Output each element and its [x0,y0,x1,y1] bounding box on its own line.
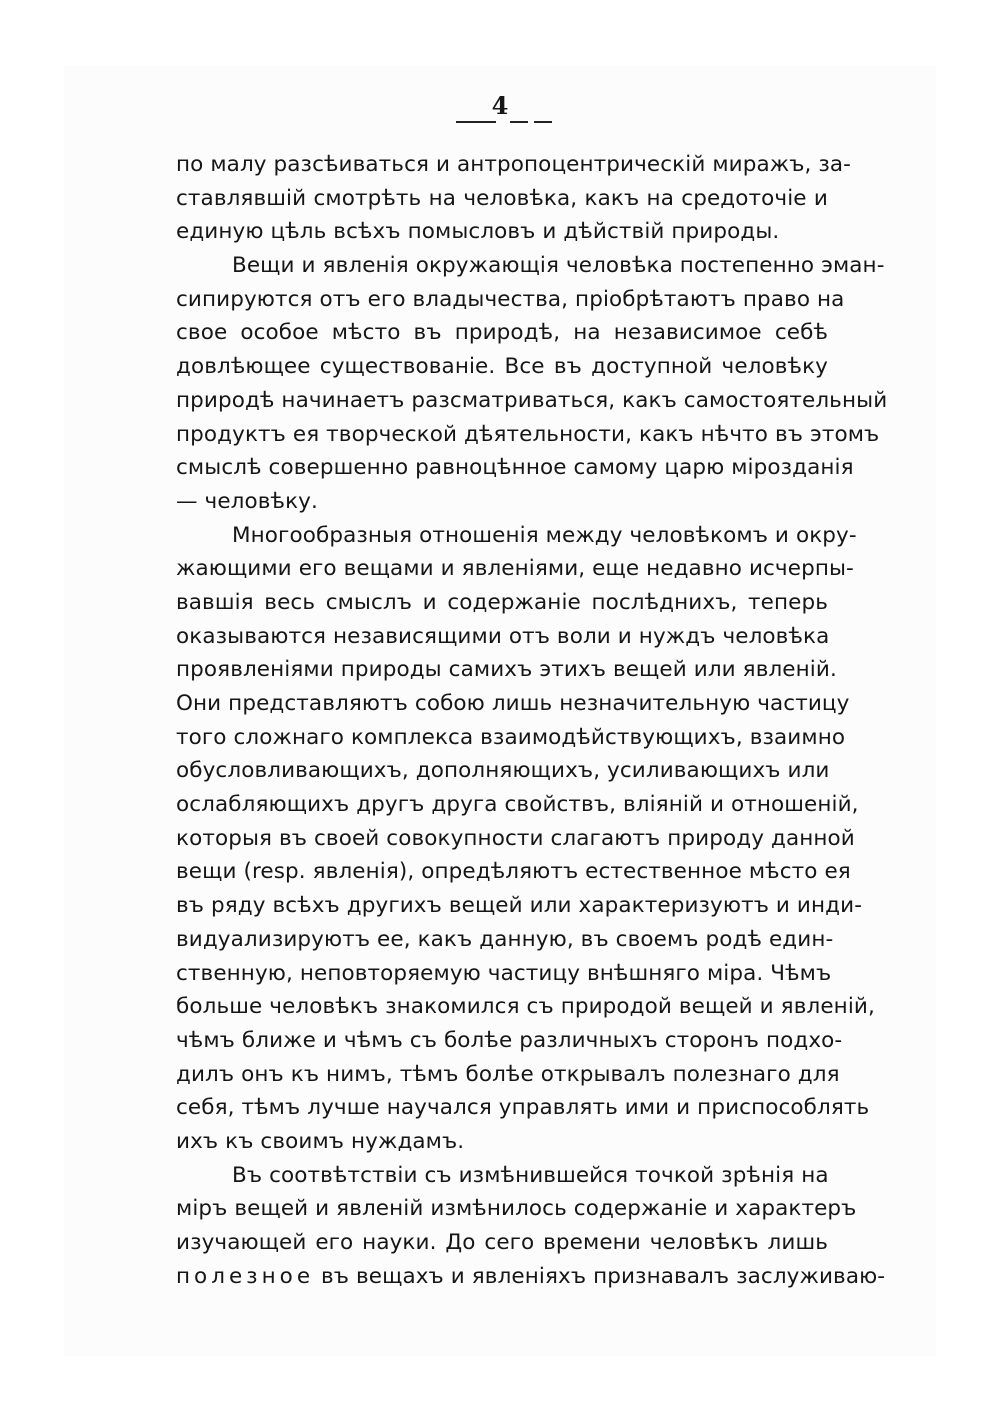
text-line: Они представляютъ собою лишь незначительную частицу [176,691,850,716]
text-line: ставлявшій смотрѣть на человѣка, какъ на средоточіе и [176,185,828,211]
text-line: Въ соотвѣтствіи съ измѣнившейся точкой зрѣнія на [232,1162,829,1188]
text-line: вавшія весь смыслъ и содержаніе послѣднихъ, теперь [176,589,828,615]
text-line: обусловливающихъ, дополняющихъ, усиливающихъ или [176,758,830,784]
text-line: довлѣющее существованіе. Все въ доступной человѣку [176,354,828,380]
text-line: больше человѣкъ знакомился съ природой вещей и явленій, [176,994,875,1020]
text-line: дилъ онъ къ нимъ, тѣмъ болѣе открывалъ полезнаго для [176,1061,840,1087]
page-number: 4 [491,91,509,120]
text-line: міръ вещей и явленій измѣнилось содержаніе и характеръ [176,1196,857,1222]
text-line: природѣ начинаетъ разсматриваться, какъ самостоятельный [176,387,888,413]
text-line: жающими его вещами и явленіями, еще недавно исчерпы- [176,556,854,582]
text-line: въ ряду всѣхъ другихъ вещей или характеризуютъ и инди- [176,893,863,919]
text-line: ихъ къ своимъ нуждамъ. [176,1128,465,1154]
text-line: Вещи и явленія окружающія человѣка постепенно эман- [232,253,885,279]
spaced-emphasis-word: полезное [176,1263,315,1289]
text-line: проявленіями природы самихъ этихъ вещей или явленій. [176,657,837,683]
text-line: по малу разсѣиваться и антропоцентрическій миражъ, за- [176,152,852,177]
text-line: единую цѣль всѣхъ помысловъ и дѣйствій природы. [176,219,780,245]
text-line: оказываются независящими отъ воли и нуждъ человѣка [176,623,830,649]
body-text [176,148,888,1293]
text-line-rest: въ вещахъ и явленіяхъ признавалъ заслуживаю- [321,1263,886,1289]
text-line: чѣмъ ближе и чѣмъ съ болѣе различныхъ сторонъ подхо- [176,1027,843,1053]
page-number-rule [456,121,552,123]
text-line: которыя въ своей совокупности слагаютъ природу данной [176,825,855,851]
text-line: того сложнаго комплекса взаимодѣйствующихъ, взаимно [176,724,846,750]
text-line: ослабляющихъ другъ друга свойствъ, вліяній и отношеній, [176,792,859,818]
text-line: продуктъ ея творческой дѣятельности, какъ нѣчто въ этомъ [176,421,880,447]
text-line: смыслѣ совершенно равноцѣнное самому царю мірозданія [176,455,854,481]
text-line: свое особое мѣсто въ природѣ, на независимое себѣ [176,320,828,346]
text-line: видуализируютъ ее, какъ данную, въ своемъ родѣ един- [176,926,834,952]
text-line: — человѣку. [176,488,318,514]
text-line: себя, тѣмъ лучше научался управлять ими и приспособлять [176,1095,870,1121]
text-line: вещи (resp. явленія), опредѣляютъ естественное мѣсто ея [176,859,851,885]
text-line: ственную, неповторяемую частицу внѣшняго міра. Чѣмъ [176,960,832,986]
text-line [176,1260,886,1294]
text-line: сипируются отъ его владычества, пріобрѣтаютъ право на [176,286,845,312]
text-line: Многообразныя отношенія между человѣкомъ и окру- [232,522,857,548]
text-line: изучающей его науки. До сего времени человѣкъ лишь [176,1230,828,1255]
